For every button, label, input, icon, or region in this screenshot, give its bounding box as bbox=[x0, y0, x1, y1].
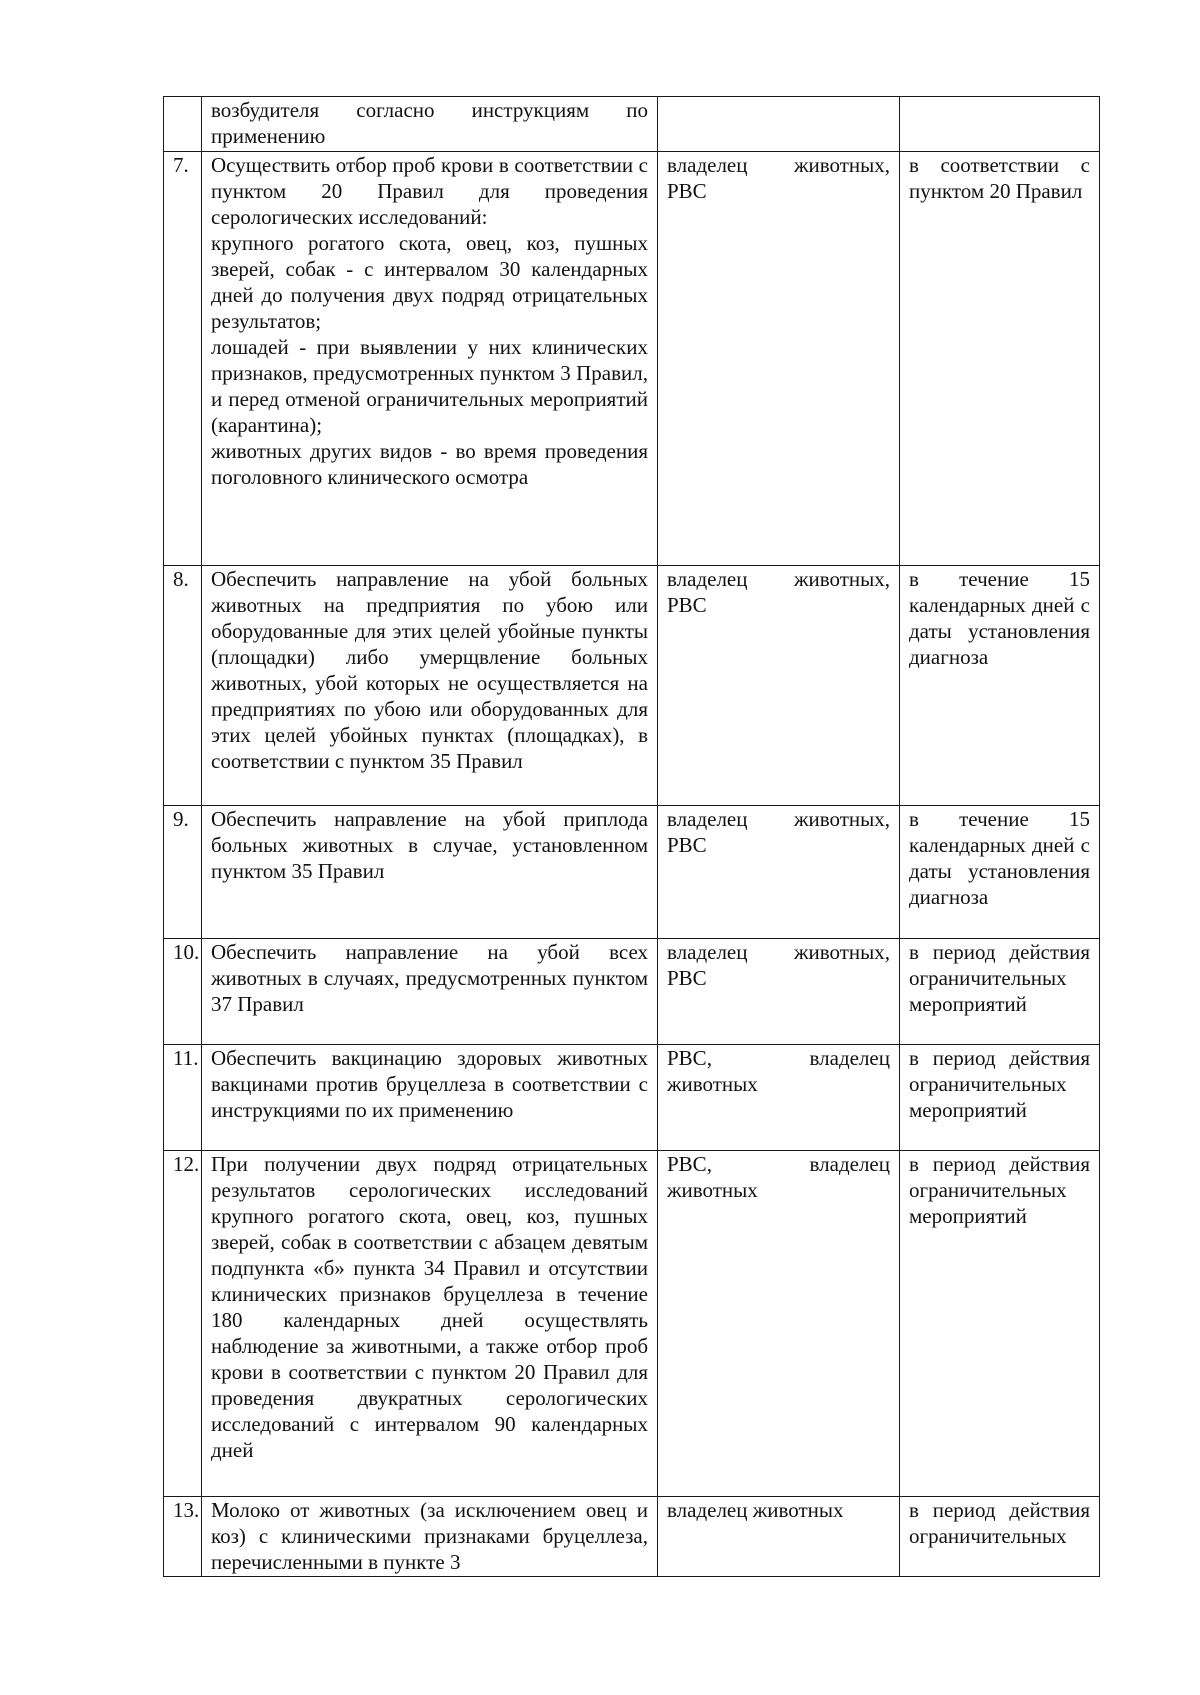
table-row bbox=[164, 1151, 1100, 1497]
table-row bbox=[164, 1045, 1100, 1151]
action-text: животных других видов - во время проведения поголовного клинического осмотра bbox=[211, 439, 648, 489]
term-cell: в период действия ограничительных bbox=[900, 1497, 1100, 1577]
responsible-cell: владелец животных, РВС bbox=[658, 566, 900, 806]
action-cell bbox=[202, 806, 658, 939]
table-row bbox=[164, 806, 1100, 939]
term-cell: в соответствии с пунктом 20 Правил bbox=[900, 152, 1100, 566]
action-text: Осуществить отбор проб крови в соответствии с пунктом 20 Правил для проведения серологических исследований: bbox=[211, 153, 648, 229]
responsible-cell bbox=[658, 97, 900, 152]
action-text: Обеспечить направление на убой всех животных в случаях, предусмотренных пунктом 37 Правил bbox=[211, 940, 648, 1016]
action-text: Обеспечить вакцинацию здоровых животных вакцинами против бруцеллеза в соответствии с инструкциями по их применению bbox=[211, 1046, 648, 1122]
row-number: 12. bbox=[164, 1151, 202, 1497]
responsible-cell: владелец животных, РВС bbox=[658, 806, 900, 939]
action-cell bbox=[202, 1151, 658, 1497]
row-number: 8. bbox=[164, 566, 202, 806]
term-cell: в период действия ограничительных мероприятий bbox=[900, 1045, 1100, 1151]
action-cell bbox=[202, 939, 658, 1045]
responsible-cell: РВС, владелец животных bbox=[658, 1045, 900, 1151]
action-text: крупного рогатого скота, овец, коз, пушных зверей, собак - с интервалом 30 календарных дней до получения двух подряд отрицательных результатов; bbox=[211, 231, 648, 333]
term-cell: в период действия ограничительных мероприятий bbox=[900, 939, 1100, 1045]
action-text: возбудителя согласно инструкциям по применению bbox=[211, 98, 648, 148]
term-cell: в течение 15 календарных дней с даты установления диагноза bbox=[900, 566, 1100, 806]
action-cell bbox=[202, 152, 658, 566]
row-number bbox=[164, 97, 202, 152]
action-text: Обеспечить направление на убой больных животных на предприятия по убою или оборудованные для этих целей убойные пункты (площадки) либо умерщвление больных животных, убой которых не осуществляется на предприятиях по убою или оборудованных для этих целей убойных пунктах (площадках), в соответствии с пунктом 35 Правил bbox=[211, 567, 648, 773]
row-number: 7. bbox=[164, 152, 202, 566]
row-number: 9. bbox=[164, 806, 202, 939]
action-text: При получении двух подряд отрицательных результатов серологических исследований крупного рогатого скота, овец, коз, пушных зверей, собак в соответствии с абзацем девятым подпункта «б» пункта 34 Правил и отсутствии клинических признаков бруцеллеза в течение 180 календарных дней осуществлять наблюдение за животными, а также отбор проб крови в соответствии с пунктом 20 Правил для проведения двукратных серологических исследований с интервалом 90 календарных дней bbox=[211, 1152, 648, 1462]
action-text: лошадей - при выявлении у них клинических признаков, предусмотренных пунктом 3 Правил, и перед отменой ограничительных мероприятий (карантина); bbox=[211, 335, 648, 437]
action-cell bbox=[202, 1045, 658, 1151]
term-cell: в период действия ограничительных мероприятий bbox=[900, 1151, 1100, 1497]
table-row bbox=[164, 1497, 1100, 1577]
table-row bbox=[164, 939, 1100, 1045]
term-cell: в течение 15 календарных дней с даты установления диагноза bbox=[900, 806, 1100, 939]
responsible-cell: владелец животных, РВС bbox=[658, 152, 900, 566]
row-number: 13. bbox=[164, 1497, 202, 1577]
measures-table bbox=[163, 96, 1100, 1577]
table-row bbox=[164, 97, 1100, 152]
row-number: 11. bbox=[164, 1045, 202, 1151]
term-cell bbox=[900, 97, 1100, 152]
action-cell bbox=[202, 566, 658, 806]
responsible-cell: владелец животных, РВС bbox=[658, 939, 900, 1045]
table-row bbox=[164, 566, 1100, 806]
action-cell bbox=[202, 1497, 658, 1577]
row-number: 10. bbox=[164, 939, 202, 1045]
action-text: Обеспечить направление на убой приплода больных животных в случае, установленном пунктом 35 Правил bbox=[211, 807, 648, 883]
table-row bbox=[164, 152, 1100, 566]
responsible-cell: РВС, владелец животных bbox=[658, 1151, 900, 1497]
action-cell bbox=[202, 97, 658, 152]
responsible-cell: владелец животных bbox=[658, 1497, 900, 1577]
action-text: Молоко от животных (за исключением овец и коз) с клиническими признаками бруцеллеза, перечисленными в пункте 3 bbox=[211, 1498, 648, 1574]
